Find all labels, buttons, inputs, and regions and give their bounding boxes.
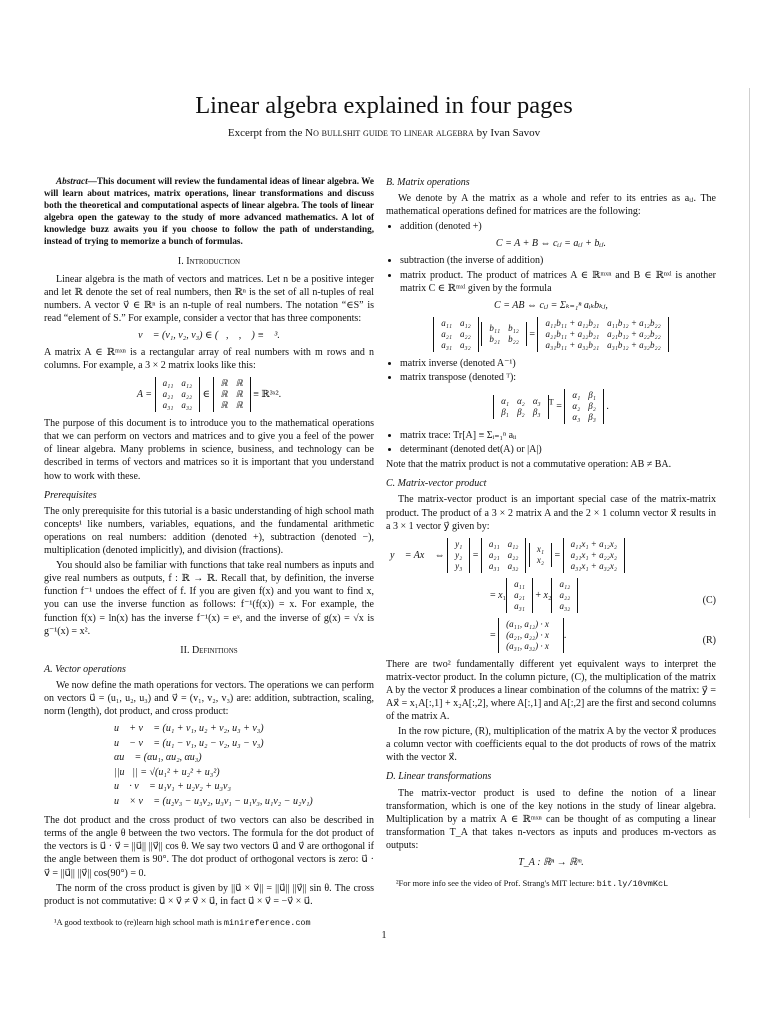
- intro-paragraph-1: Linear algebra is the math of vectors and matrices. Let n be a positive integer and let ℝ denote the set of real numbers, then ℝⁿ is the set of all n-tuples of real numbers. A vector v⃗ ∈ ℝⁿ is an n-tuple of real numbers. The notation “∈S” is read “element of S.” For example, consider a vector that has three components:: [44, 273, 374, 324]
- subtitle-prefix: Excerpt from the: [227, 127, 303, 139]
- right-column: [386, 176, 716, 893]
- vector-y: y₁ y₂ y₃: [447, 538, 470, 573]
- section-heading-definitions: II. Definitions: [180, 644, 238, 656]
- equation-norm: ||u⃗|| = √(u₁² + u₂² + u₃²): [114, 766, 220, 778]
- linear-transformation-equation: T_A : ℝⁿ → ℝᵐ.: [518, 857, 584, 868]
- row-picture-label: (R): [702, 634, 716, 646]
- dot-cross-paragraph: The dot product and the cross product of two vectors can also be described in terms of the angle θ between the two vectors. The formula for the dot product of the vectors is u⃗ · v⃗ = ||u⃗|| ||v⃗|| cos θ. We say two vectors u⃗ and v⃗ are orthogonal if the angle between them is 90°. The dot product of orthogonal vectors is zero: u⃗ · v⃗ = ||u⃗|| ||v⃗|| cos(90°) = 0.: [44, 815, 374, 879]
- prerequisites-paragraph-2: You should also be familiar with functions that take real numbers as inputs and give real numbers as outputs, f : ℝ → ℝ. Recall that, by definition, the inverse function f⁻¹ undoes the effect of f. If you are given f(x) and you want to find x, you can use the inverse function as follows: f⁻¹(f(x)) = x. For example, the function f(x) = ln(x) has the inverse f⁻¹(x) = eˣ, and the inverse of g(x) = √x is g⁻¹(x) = x².: [44, 560, 374, 637]
- product-equation: C = AB ⇔ cᵢⱼ = Σₖ₌₁ⁿ aᵢₖbₖⱼ,: [494, 299, 608, 311]
- footnote-2-text: ²For more info see the video of Prof. Strang's MIT lecture:: [396, 878, 595, 889]
- footnote-1-link[interactable]: minireference.com: [223, 917, 311, 928]
- cross-norm-paragraph: The norm of the cross product is given by ||u⃗ × v⃗|| = ||u⃗|| ||v⃗|| sin θ. The cross product is not commutative: u⃗ × v⃗ ≠ v⃗ × u⃗, in fact u⃗ × v⃗ = −v⃗ × u⃗.: [44, 882, 374, 907]
- addition-equation: C = A + B ⇔ cᵢⱼ = aᵢⱼ + bᵢⱼ.: [495, 238, 607, 250]
- matrix-operations-list-3: [386, 357, 716, 384]
- matrix-operations-heading: B. Matrix operations: [386, 177, 470, 188]
- matrix-a-entries: a₁₁ a₁₂ a₂₁ a₂₂ a₃₁ a₃₂: [155, 377, 201, 412]
- mv-matrix-a: a₁₁ a₁₂ a₂₁ a₂₂ a₃₁ a₃₂: [481, 538, 527, 573]
- footnote-2-link[interactable]: bit.ly/10vmKcL: [596, 879, 669, 890]
- subtitle-author: by Ivan Savov: [476, 127, 541, 139]
- equation-scaling: αu⃗ = (αu₁, αu₂, αu₃): [114, 752, 202, 764]
- equation-subtraction: u⃗ − v⃗ = (u₁ − v₁, u₂ − v₂, u₃ − v₃): [114, 737, 264, 749]
- prerequisites-heading: Prerequisites: [44, 489, 97, 501]
- footnote-1: [44, 916, 374, 930]
- matrix-vector-equation: y⃗ = Ax⃗ ⇔ y₁ y₂ y₃ = a₁₁ a₁₂ a₂₁ a₂₂ a₃₁ a₃₂ x₁ x₂ = a₁₁x₁ + a₁₂x₂ a₂₁x₁ + a₂₂x₂ a₃₁x₁ + a₃₂x₂: [390, 538, 716, 573]
- product-matrix-result: a₁₁b₁₁ + a₁₂b₂₁ a₁₁b₁₂ + a₁₂b₂₂ a₂₁b₁₁ + a₂₂b₂₁ a₂₁b₁₂ + a₂₂b₂₂ a₃₁b₁₁ + a₃₂b₂₁ a₃₁b₁₂ + a₃₂b₂₂: [537, 317, 668, 352]
- page-edge-rule: [749, 88, 750, 818]
- commutative-note: Note that the matrix product is not a commutative operation: AB ≠ BA.: [386, 459, 672, 471]
- matrix-example-rhs: ≡ ℝ³ˣ².: [253, 388, 282, 400]
- product-matrix-b: b₁₁ b₁₂ b₂₁ b₂₂: [481, 322, 527, 346]
- linear-transformations-heading: D. Linear transformations: [386, 771, 492, 783]
- column-picture-equation: = x₁ a₁₁ a₂₁ a₃₁ + x₂ a₁₂ a₂₂ a₃₂ (C): [490, 578, 716, 611]
- footnote-2: [386, 877, 716, 891]
- abstract: [44, 176, 374, 247]
- matrix-example: [44, 377, 374, 412]
- paper-title: Linear algebra explained in four pages: [195, 92, 573, 119]
- matrix-operations-list-1: [386, 220, 716, 233]
- column-1: a₁₁ a₂₁ a₃₁: [506, 578, 533, 613]
- list-item-addition: • addition (denoted +): [400, 220, 716, 233]
- intro-paragraph-3: The purpose of this document is to introduce you to the mathematical operations that we can perform on vectors and matrices and to give you a feel of the power of linear algebra. Many problems in science, business, and technology can be described in terms of vectors and matrices so it is important that you understand how to work with these.: [44, 418, 374, 482]
- equation-cross-product: u⃗ × v⃗ = (u₂v₃ − u₃v₂, u₃v₁ − u₁v₃, u₁v₂ − u₂v₁): [114, 795, 313, 807]
- matrix-vector-paragraph-3: In the row picture, (R), multiplication of the matrix A by the vector x⃗ produces a column vector with coefficients equal to the dot products of rows of the matrix with the vector x⃗.: [386, 726, 716, 764]
- matrix-vector-lhs: y⃗ = Ax⃗ ⇔: [390, 549, 445, 561]
- prerequisites-paragraph-1: The only prerequisite for this tutorial is a basic understanding of high school math concepts¹ like numbers, variables, equations, and the fundamental arithmetic operations on real numbers: addition (denoted +), subtraction (denoted −), multiplication (denoted implicitly), and division (fractions).: [44, 505, 374, 557]
- subtitle-guide: No bullshit guide to linear algebra: [305, 127, 474, 139]
- matrix-real-entries: ℝ ℝ ℝ ℝ ℝ ℝ: [213, 377, 251, 412]
- list-item-product: • matrix product. The product of matrices A ∈ ℝᵐˣⁿ and B ∈ ℝⁿˣˡ is another matrix C ∈ ℝᵐˣˡ given by the formula: [400, 269, 716, 295]
- matrix-vector-paragraph-2: There are two² fundamentally different yet equivalent ways to interpret the matrix-vector product. In the column picture, (C), the multiplication of the matrix A by the vector x⃗ produces a linear combination of the columns of the matrix: y⃗ = Ax⃗ = x₁A[:,1] + x₂A[:,2], where A[:,1] and A[:,2] are the first and second columns of the matrix A.: [386, 658, 716, 723]
- left-column: [44, 176, 374, 932]
- transpose-example: α₁ α₂ α₃ β₁ β₂ β₃ $^T$ = α₁ β₁ α₂ β₂ α₃ β₃ .: [386, 389, 716, 424]
- vector-operations-paragraph: We now define the math operations for vectors. The operations we can perform on vectors u⃗ = (u₁, u₂, u₃) and v⃗ = (v₁, v₂, v₃) are: addition, subtraction, scaling, norm (length), dot product, and cross product:: [44, 679, 374, 718]
- transpose-matrix-input: α₁ α₂ α₃ β₁ β₂ β₃: [493, 395, 549, 419]
- matrix-operations-list-2: [386, 254, 716, 294]
- matrix-vector-paragraph-1: The matrix-vector product is an important special case of the matrix-matrix product. The product of a 3 × 2 matrix A and the 2 × 1 column vector x⃗ results in a 3 × 1 vector y⃗ given by:: [386, 494, 716, 532]
- matrix-example-lhs: A =: [136, 388, 153, 400]
- abstract-text: —This document will review the fundamental ideas of linear algebra. We will learn about matrices, matrix operations, linear transformations and discuss both the theoretical and computational aspects of linear algebra. The tools of linear algebra open the gateway to the study of more advanced mathematics. A lot of knowledge buzz awaits you if you choose to follow the path of understanding, instead of trying to memorize a bunch of formulas.: [44, 176, 374, 246]
- footnote-1-text: ¹A good textbook to (re)learn high school math is: [54, 916, 222, 927]
- vector-x: x₁ x₂: [529, 543, 552, 567]
- vector-operations-heading: A. Vector operations: [44, 663, 126, 675]
- matrix-operations-paragraph: We denote by A the matrix as a whole and refer to its entries as aᵢⱼ. The mathematical operations defined for matrices are the following:: [386, 193, 716, 218]
- section-heading-introduction: I. Introduction: [177, 256, 241, 268]
- paper-subtitle: [0, 127, 768, 139]
- vector-equation: v⃗ = (v₁, v₂, v₃) ∈ (ℝ, ℝ, ℝ) ≡ ℝ³.: [138, 329, 280, 341]
- equation-addition: u⃗ + v⃗ = (u₁ + v₁, u₂ + v₂, u₃ + v₃): [114, 723, 264, 735]
- vector-operation-equations: [114, 722, 374, 809]
- list-item-trace: • matrix trace: Tr[A] ≡ Σᵢ₌₁ⁿ aᵢᵢ: [400, 429, 716, 442]
- abstract-label: Abstract: [56, 176, 88, 186]
- list-item-subtraction: • subtraction (the inverse of addition): [400, 254, 716, 267]
- matrix-example-in: ∈: [202, 388, 210, 400]
- product-example: a₁₁ a₁₂ a₂₁ a₂₂ a₃₁ a₃₂ b₁₁ b₁₂ b₂₁ b₂₂ = a₁₁b₁₁ + a₁₂b₂₁ a₁₁b₁₂ + a₁₂b₂₂ a₂₁b₁₁ + a₂₂b₂₁ a₂₁b₁₂ + a₂₂b₂₂ a₃₁b₁₁ + a₃₂b₂₁ a₃₁b₁₂ + a₃₂b₂₂: [386, 317, 716, 352]
- matrix-vector-heading: C. Matrix-vector product: [386, 478, 487, 490]
- transpose-matrix-output: α₁ β₁ α₂ β₂ α₃ β₃: [564, 389, 603, 424]
- list-item-transpose: • matrix transpose (denoted ᵀ):: [400, 371, 716, 384]
- equation-dot-product: u⃗ · v⃗ = u₁v₁ + u₂v₂ + u₃v₃: [114, 781, 231, 793]
- list-item-inverse: • matrix inverse (denoted A⁻¹): [400, 357, 716, 370]
- column-2: a₁₂ a₂₂ a₃₂: [551, 578, 578, 613]
- list-item-determinant: • determinant (denoted det(A) or |A|): [400, 443, 716, 456]
- row-dot-products: (a₁₁, a₁₂) · x⃗ (a₂₁, a₂₂) · x⃗ (a₃₁, a₃₂) · x⃗: [498, 618, 564, 653]
- page-number: 1: [381, 930, 387, 941]
- product-matrix-a: a₁₁ a₁₂ a₂₁ a₂₂ a₃₁ a₃₂: [433, 317, 479, 352]
- intro-paragraph-2: A matrix A ∈ ℝᵐˣⁿ is a rectangular array of real numbers with m rows and n columns. For example, a 3 × 2 matrix looks like this:: [44, 347, 374, 372]
- row-picture-equation: = (a₁₁, a₁₂) · x⃗ (a₂₁, a₂₂) · x⃗ (a₃₁, a₃₂) · x⃗ . (R): [490, 618, 716, 651]
- matrix-operations-list-4: [386, 429, 716, 456]
- column-picture-label: (C): [702, 594, 716, 606]
- linear-transformations-paragraph: The matrix-vector product is used to define the notion of a linear transformation, which is one of the key notions in the study of linear algebra. Multiplication by a matrix A ∈ ℝᵐˣⁿ can be thought of as computing a linear transformation T_A that takes n-vectors as inputs and produces m-vectors as outputs:: [386, 787, 716, 851]
- mv-result: a₁₁x₁ + a₁₂x₂ a₂₁x₁ + a₂₂x₂ a₃₁x₁ + a₃₂x₂: [563, 538, 625, 573]
